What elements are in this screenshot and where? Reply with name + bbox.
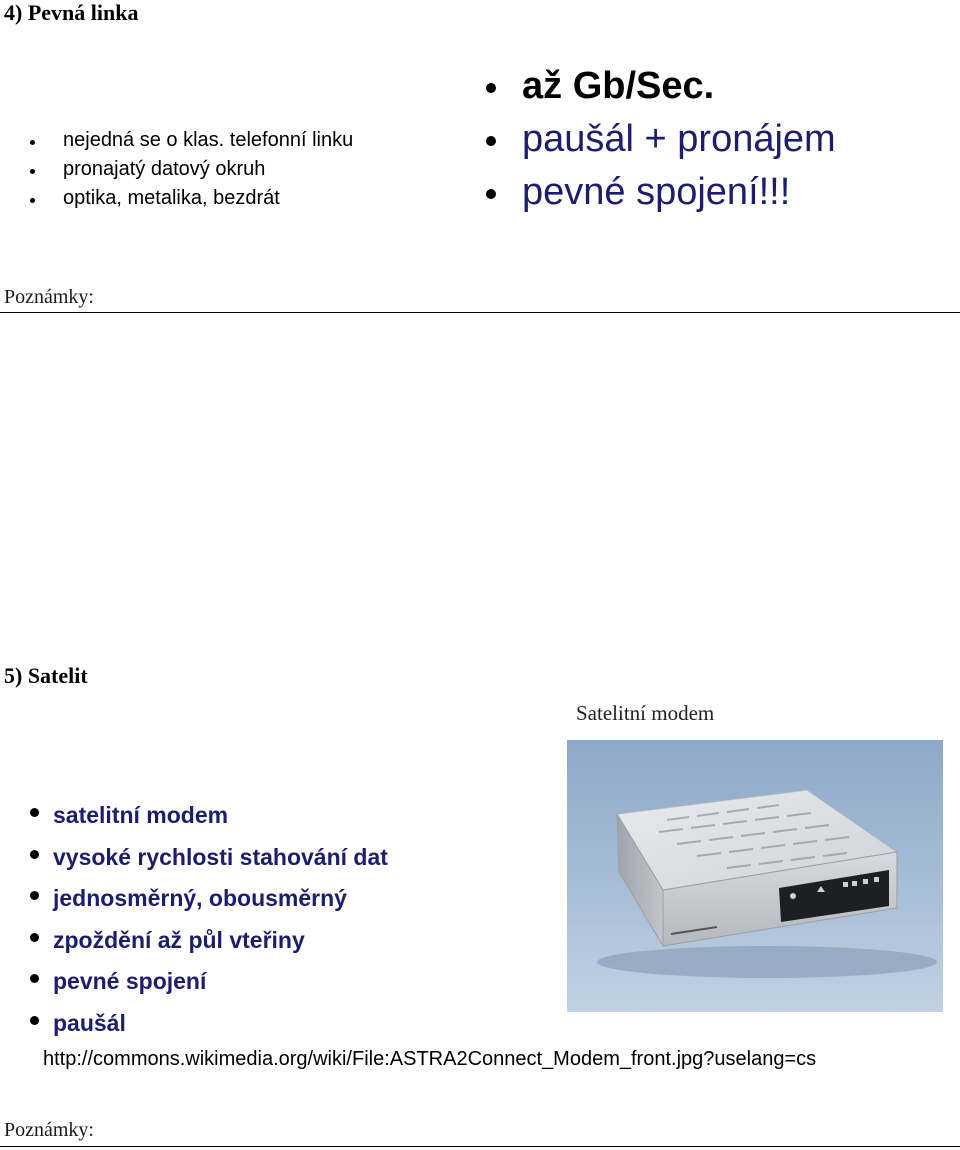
slide-4-notes-label: Poznámky: [4, 286, 94, 308]
list-item: paušál [30, 1003, 388, 1045]
list-item: jednosměrný, obousměrný [30, 878, 388, 920]
slide-4-heading: 4) Pevná linka [4, 0, 139, 25]
modem-icon [567, 740, 943, 1012]
list-item: satelitní modem [30, 795, 388, 837]
slide-5-notes-label: Poznámky: [4, 1119, 94, 1141]
slide-5-heading: 5) Satelit [4, 663, 88, 688]
list-item: až Gb/Sec. [486, 60, 836, 113]
list-item: vysoké rychlosti stahování dat [30, 837, 388, 879]
satellite-modem-photo [567, 740, 943, 1012]
list-item: paušál + pronájem [486, 113, 836, 166]
list-item: pevné spojení!!! [486, 166, 836, 219]
slide-4-right-list [486, 60, 836, 219]
list-item: optika, metalika, bezdrát [30, 184, 353, 213]
list-item: zpoždění až půl vteřiny [30, 920, 388, 962]
slide-5-list [30, 795, 388, 1044]
image-source-url: http://commons.wikimedia.org/wiki/File:ASTRA2Connect_Modem_front.jpg?uselang=cs [43, 1048, 817, 1070]
list-item: pronajatý datový okruh [30, 155, 353, 184]
slide-4-notes-divider [0, 312, 960, 313]
slide-4-left-list [30, 126, 353, 213]
slide-5-notes-divider [0, 1146, 960, 1147]
image-caption: Satelitní modem [576, 701, 715, 725]
list-item: nejedná se o klas. telefonní linku [30, 126, 353, 155]
list-item: pevné spojení [30, 961, 388, 1003]
